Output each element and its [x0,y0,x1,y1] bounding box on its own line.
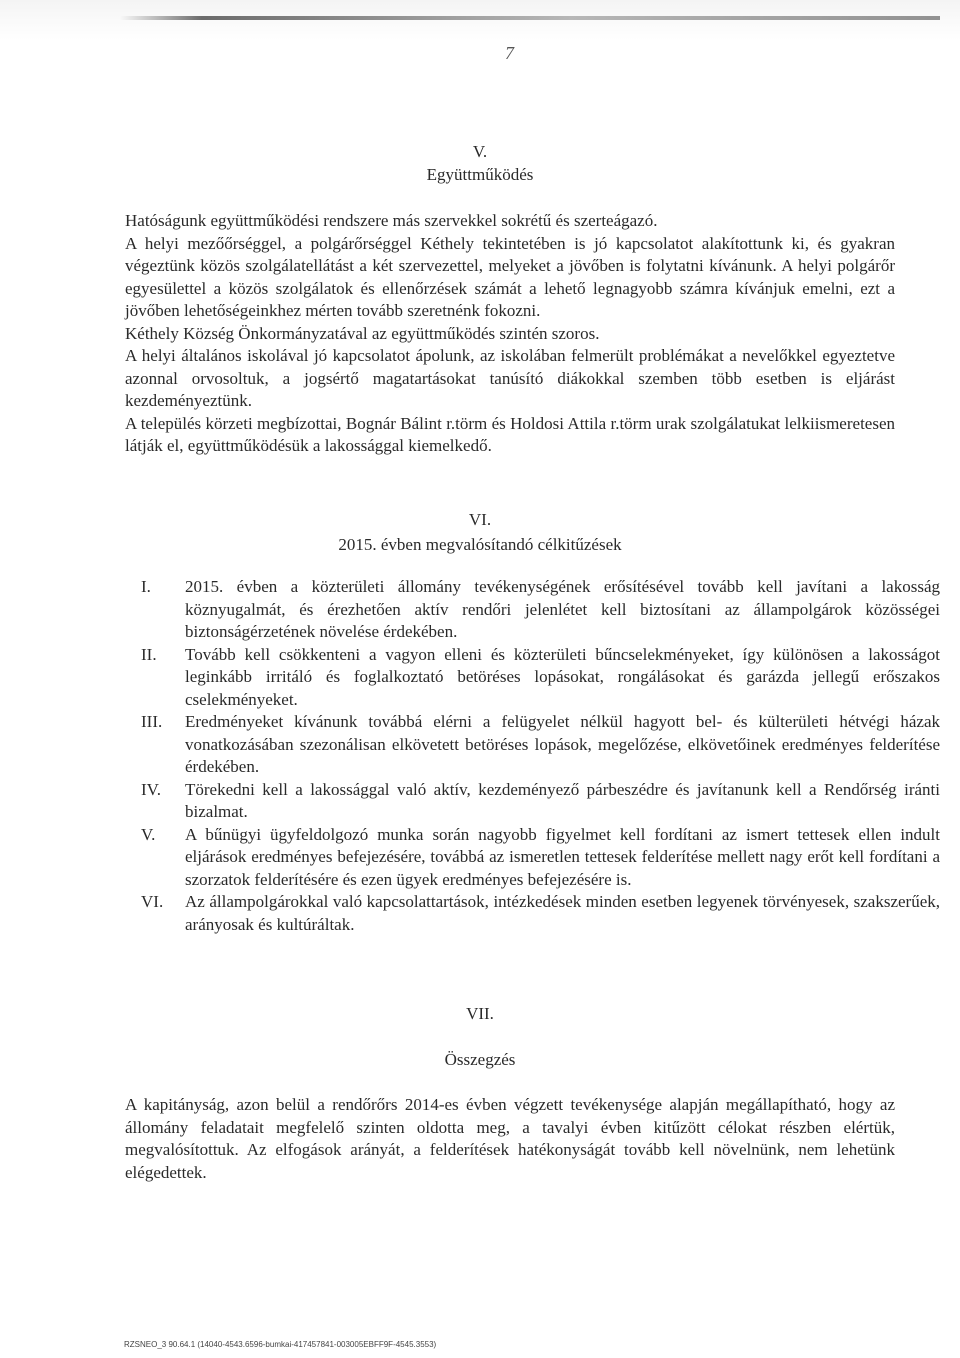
paragraph: A helyi általános iskolával jó kapcsolatot ápolunk, az iskolában felmerült problémákat a nevelőkkel egyeztetve azonnal orvosoltuk, a jogsértő magatartásokat tanúsító diákokkal szemben több esetben is eljárást kezdeményeztünk. [125,346,895,410]
section-6-title: 2015. évben megvalósítandó célkitűzések [338,535,622,554]
section-5-number: V. [472,142,488,161]
item-text: Törekedni kell a lakossággal való aktív, kezdeményező párbeszédre és javítanunk kell a Rendőrség iránti bizalmat. [185,779,940,821]
item-number: II. [141,644,157,664]
section-7-number: VII. [466,1004,494,1023]
paragraph: Kéthely Község Önkormányzatával az együttműködés szintén szoros. [125,323,600,343]
section-7-body [125,1094,895,1184]
document-footer-code: RZSNEO_3 90.64.1 (14040-4543.6596-bumkai-417457841-003005EBFF9F-4545.3553) [124,1340,437,1349]
item-text: Tovább kell csökkenteni a vagyon elleni és közterületi bűncselekményeket, így különösen a lakosságot leginkább irritáló és foglalkoztató betöréses lopásokat, rongálásokat és garázda jellegű erőszakos cselekményeket. [185,644,940,709]
item-text: 2015. évben a közterületi állomány tevékenységének erősítésével tovább kell javítani a lakosság köznyugalmát, és érezhetően aktív rendőri jelenlétet kell biztosítani az állampolgárok közösségei biztonságérzetének növelése érdekében. [185,577,940,641]
list-item [125,711,940,779]
paragraph: Hatóságunk együttműködési rendszere más szervekkel sokrétű és szerteágazó. [125,211,658,230]
section-5-body [125,210,895,458]
item-text: Az állampolgárokkal való kapcsolattartások, intézkedések minden esetben legyenek törvényesek, szakszerűek, arányosak és kultúráltak. [185,892,940,934]
list-item [125,824,940,892]
list-item [125,576,940,644]
scan-shadow [0,0,960,40]
item-number: IV. [141,779,161,799]
section-6-number: VI. [468,510,492,529]
item-number: III. [141,712,163,731]
list-item [125,891,940,936]
list-item [125,779,940,824]
page-number: 7 [505,43,514,63]
item-text: Eredményeket kívánunk továbbá elérni a felügyelet nélkül hagyott bel- és külterületi hétvégi házak vonatkozásában szezonálisan elkövetett betöréses lopások, megelőzése, elkövetőinek eredményes felderítése érdekében. [185,712,940,776]
paragraph: A helyi mezőőrséggel, a polgárőrséggel Kéthely tekintetében is jó kapcsolatot alakítottunk ki, és gyakran végeztünk közös szolgálatellátást a két szervezettel, melyeket a jövőben is folytatni kívánunk. A helyi polgárőr egyesülettel a közös szolgálatok és ellenőrzések számát a lehető legnagyobb számra kívánjuk emelni, ezt a jövőben lehetőségeinkhez mérten tovább szeretnénk fokozni. [125,233,895,320]
list-item [125,644,940,712]
item-number: I. [141,577,151,596]
paragraph: A kapitányság, azon belül a rendőrőrs 2014-es évben végzett tevékenysége alapján megállapítható, hogy az állomány feladatait megfelelő szinten oldotta meg, a tavalyi évben kitűzött célokat részben elértük, megvalósítottuk. Az elfogások arányát, a felderítések hatékonyságát tovább kell növelnünk, nem lehetünk elégedettek. [125,1095,895,1182]
item-number: V. [141,824,156,844]
item-text: A bűnügyi ügyfeldolgozó munka során nagyobb figyelmet kell fordítani az ismert tettesek ellen indult eljárások eredményes befejezésére, továbbá az ismeretlen tettesek felderítése mellett nagy erőt kell fordítani a szorzatok felderítésére és ezen ügyek eredményes befejezésére is. [185,824,940,889]
section-5-title: Együttműködés [426,165,534,184]
scan-artifact-line [120,16,940,20]
paragraph: A település körzeti megbízottai, Bognár Bálint r.törm és Holdosi Attila r.törm urak szolgálatukat lelkiismeretesen látják el, együttműködésük a lakossággal kiemelkedő. [125,413,895,455]
section-7-title: Összegzés [444,1050,516,1069]
objectives-list [125,576,940,936]
item-number: VI. [141,892,164,911]
